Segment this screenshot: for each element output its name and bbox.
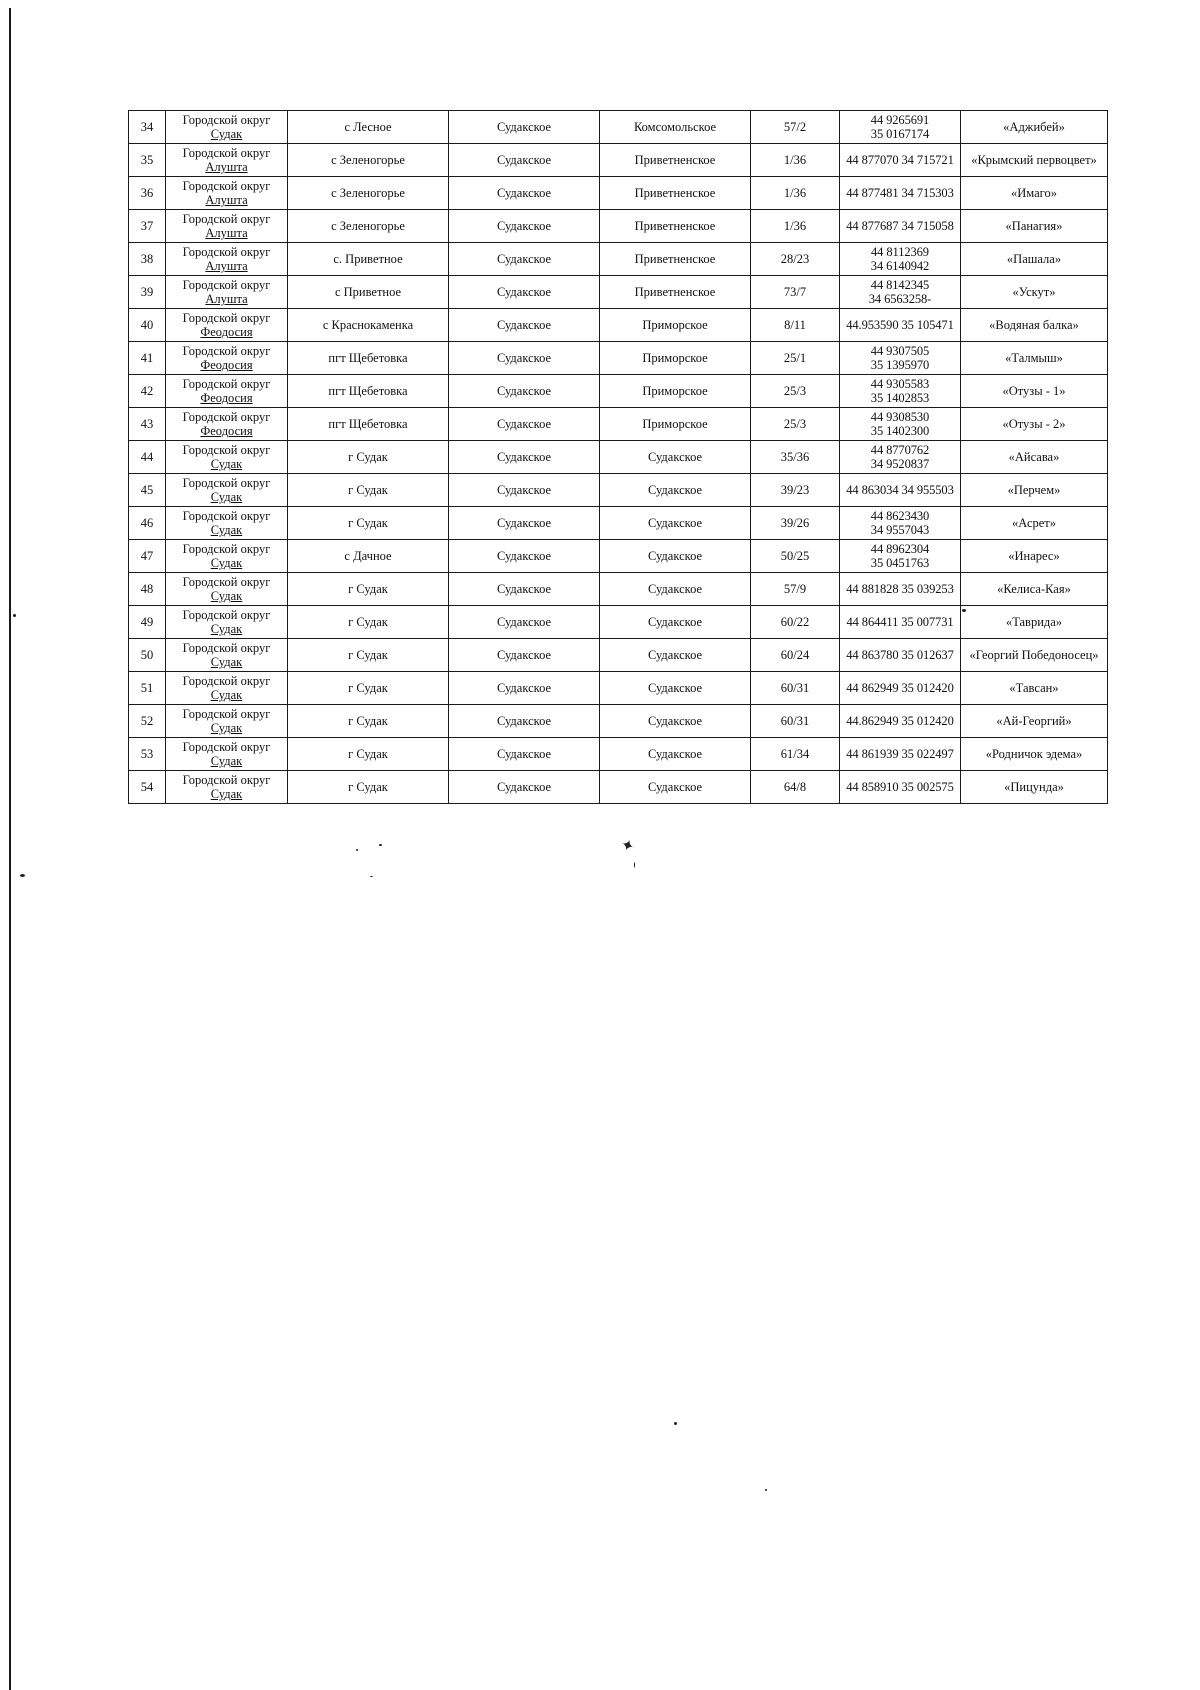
row-number-cell: 34 — [129, 111, 166, 144]
row-number-cell: 43 — [129, 408, 166, 441]
settlement-cell: г Судак — [288, 738, 449, 771]
settlement-cell: с Дачное — [288, 540, 449, 573]
district-forestry-cell: Судакское — [600, 474, 751, 507]
coordinates-line: 44 858910 35 002575 — [846, 780, 954, 794]
row-number-cell: 52 — [129, 705, 166, 738]
table-row — [129, 672, 1108, 705]
quarter-cell: 8/11 — [751, 309, 840, 342]
urban-district-line: Алушта — [205, 259, 248, 273]
urban-district-cell — [166, 111, 288, 144]
urban-district-cell — [166, 441, 288, 474]
settlement-cell: г Судак — [288, 474, 449, 507]
row-number-cell: 54 — [129, 771, 166, 804]
table-row — [129, 309, 1108, 342]
quarter-cell: 61/34 — [751, 738, 840, 771]
row-number-cell: 39 — [129, 276, 166, 309]
district-forestry-cell: Приморское — [600, 309, 751, 342]
site-name-cell: «Крымский первоцвет» — [961, 144, 1108, 177]
urban-district-line: Городской округ — [182, 608, 271, 622]
quarter-cell: 1/36 — [751, 144, 840, 177]
urban-district-line: Городской округ — [182, 377, 271, 391]
urban-district-line: Городской округ — [182, 542, 271, 556]
urban-district-line: Судак — [210, 655, 243, 669]
scan-speck — [765, 1489, 767, 1491]
coordinates-cell — [840, 177, 961, 210]
urban-district-line: Судак — [210, 127, 243, 141]
quarter-cell: 60/31 — [751, 705, 840, 738]
coordinates-cell — [840, 276, 961, 309]
urban-district-line: Городской округ — [182, 476, 271, 490]
settlement-cell: пгт Щебетовка — [288, 408, 449, 441]
row-number-cell: 36 — [129, 177, 166, 210]
coordinates-line: 34 9557043 — [870, 523, 930, 537]
settlement-cell: г Судак — [288, 606, 449, 639]
urban-district-line: Судак — [210, 490, 243, 504]
site-name-cell: «Талмыш» — [961, 342, 1108, 375]
coordinates-line: 34 9520837 — [870, 457, 930, 471]
urban-district-line: Городской округ — [182, 641, 271, 655]
district-forestry-cell: Судакское — [600, 441, 751, 474]
site-name-cell: «Родничок эдема» — [961, 738, 1108, 771]
district-forestry-cell: Судакское — [600, 606, 751, 639]
quarter-cell: 57/2 — [751, 111, 840, 144]
forestry-cell: Судакское — [449, 540, 600, 573]
table-row — [129, 771, 1108, 804]
coordinates-line: 35 1395970 — [870, 358, 930, 372]
settlement-cell: с Лесное — [288, 111, 449, 144]
coordinates-line: 44 8962304 — [870, 542, 930, 556]
coordinates-line: 44 8142345 — [870, 278, 930, 292]
site-name-cell: «Георгий Победоносец» — [961, 639, 1108, 672]
district-forestry-cell: Приветненское — [600, 210, 751, 243]
district-forestry-cell: Приморское — [600, 408, 751, 441]
scan-speck — [674, 1422, 677, 1425]
urban-district-cell — [166, 738, 288, 771]
settlement-cell: г Судак — [288, 639, 449, 672]
site-name-cell: «Келиса-Кая» — [961, 573, 1108, 606]
row-number-cell: 40 — [129, 309, 166, 342]
quarter-cell: 25/1 — [751, 342, 840, 375]
forestry-cell: Судакское — [449, 705, 600, 738]
table-row — [129, 210, 1108, 243]
table-row — [129, 243, 1108, 276]
coordinates-cell — [840, 441, 961, 474]
urban-district-line: Судак — [210, 688, 243, 702]
urban-district-cell — [166, 276, 288, 309]
coordinates-cell — [840, 639, 961, 672]
site-name-cell: «Отузы - 1» — [961, 375, 1108, 408]
coordinates-cell — [840, 309, 961, 342]
coordinates-line: 44 9265691 — [870, 113, 930, 127]
district-forestry-cell: Приветненское — [600, 177, 751, 210]
urban-district-line: Феодосия — [200, 391, 253, 405]
urban-district-line: Алушта — [205, 226, 248, 240]
scan-speck — [379, 844, 382, 846]
coordinates-line: 44 861939 35 022497 — [846, 747, 954, 761]
urban-district-line: Городской округ — [182, 212, 271, 226]
district-forestry-cell: Судакское — [600, 639, 751, 672]
coordinates-line: 44 8623430 — [870, 509, 930, 523]
table-row — [129, 276, 1108, 309]
table-row — [129, 177, 1108, 210]
urban-district-cell — [166, 408, 288, 441]
urban-district-line: Городской округ — [182, 113, 271, 127]
coordinates-line: 44 8112369 — [871, 245, 929, 259]
row-number-cell: 48 — [129, 573, 166, 606]
table-row — [129, 639, 1108, 672]
urban-district-cell — [166, 771, 288, 804]
quarter-cell: 25/3 — [751, 408, 840, 441]
settlement-cell: пгт Щебетовка — [288, 342, 449, 375]
scan-speck — [13, 614, 16, 617]
coordinates-line: 44 863780 35 012637 — [846, 648, 954, 662]
quarter-cell: 1/36 — [751, 177, 840, 210]
site-name-cell: «Таврида» — [961, 606, 1108, 639]
coordinates-line: 44 864411 35 007731 — [846, 615, 954, 629]
urban-district-line: Городской округ — [182, 740, 271, 754]
forest-sites-table — [128, 110, 1108, 804]
row-number-cell: 41 — [129, 342, 166, 375]
coordinates-cell — [840, 705, 961, 738]
site-name-cell: «Отузы - 2» — [961, 408, 1108, 441]
urban-district-cell — [166, 705, 288, 738]
forestry-cell: Судакское — [449, 375, 600, 408]
coordinates-line: 44 9305583 — [870, 377, 930, 391]
coordinates-line: 34 6140942 — [870, 259, 930, 273]
urban-district-line: Городской округ — [182, 344, 271, 358]
table-row — [129, 474, 1108, 507]
coordinates-cell — [840, 408, 961, 441]
forestry-cell: Судакское — [449, 441, 600, 474]
forestry-cell: Судакское — [449, 738, 600, 771]
district-forestry-cell: Приморское — [600, 375, 751, 408]
urban-district-line: Городской округ — [182, 311, 271, 325]
settlement-cell: с Краснокаменка — [288, 309, 449, 342]
coordinates-line: 44 862949 35 012420 — [846, 681, 954, 695]
urban-district-line: Городской округ — [182, 575, 271, 589]
urban-district-line: Городской округ — [182, 509, 271, 523]
quarter-cell: 50/25 — [751, 540, 840, 573]
settlement-cell: г Судак — [288, 771, 449, 804]
row-number-cell: 44 — [129, 441, 166, 474]
site-name-cell: «Айсава» — [961, 441, 1108, 474]
forestry-cell: Судакское — [449, 672, 600, 705]
site-name-cell: «Ускут» — [961, 276, 1108, 309]
forestry-cell: Судакское — [449, 408, 600, 441]
forestry-cell: Судакское — [449, 210, 600, 243]
district-forestry-cell: Приветненское — [600, 276, 751, 309]
urban-district-line: Феодосия — [200, 424, 253, 438]
coordinates-line: 35 1402853 — [870, 391, 930, 405]
settlement-cell: г Судак — [288, 441, 449, 474]
coordinates-line: 35 0167174 — [870, 127, 930, 141]
urban-district-line: Алушта — [205, 160, 248, 174]
settlement-cell: с. Приветное — [288, 243, 449, 276]
coordinates-cell — [840, 672, 961, 705]
row-number-cell: 47 — [129, 540, 166, 573]
row-number-cell: 35 — [129, 144, 166, 177]
row-number-cell: 51 — [129, 672, 166, 705]
urban-district-line: Городской округ — [182, 410, 271, 424]
coordinates-cell — [840, 375, 961, 408]
coordinates-line: 44.862949 35 012420 — [846, 714, 954, 728]
settlement-cell: г Судак — [288, 507, 449, 540]
district-forestry-cell: Приморское — [600, 342, 751, 375]
urban-district-line: Городской округ — [182, 179, 271, 193]
coordinates-cell — [840, 573, 961, 606]
table-row — [129, 375, 1108, 408]
site-name-cell: «Асрет» — [961, 507, 1108, 540]
site-name-cell: «Водяная балка» — [961, 309, 1108, 342]
coordinates-cell — [840, 606, 961, 639]
urban-district-cell — [166, 375, 288, 408]
quarter-cell: 60/24 — [751, 639, 840, 672]
table-row — [129, 408, 1108, 441]
coordinates-line: 44.953590 35 105471 — [846, 318, 954, 332]
row-number-cell: 46 — [129, 507, 166, 540]
forestry-cell: Судакское — [449, 144, 600, 177]
urban-district-line: Судак — [210, 589, 243, 603]
table-row — [129, 738, 1108, 771]
row-number-cell: 37 — [129, 210, 166, 243]
settlement-cell: с Зеленогорье — [288, 210, 449, 243]
settlement-cell: с Зеленогорье — [288, 177, 449, 210]
coordinates-cell — [840, 771, 961, 804]
scan-blot-mark: ✦ — [618, 834, 638, 857]
table-row — [129, 144, 1108, 177]
district-forestry-cell: Судакское — [600, 540, 751, 573]
table-body — [129, 111, 1108, 804]
forestry-cell: Судакское — [449, 507, 600, 540]
site-name-cell: «Пашала» — [961, 243, 1108, 276]
district-forestry-cell: Судакское — [600, 738, 751, 771]
urban-district-line: Алушта — [205, 193, 248, 207]
quarter-cell: 39/26 — [751, 507, 840, 540]
urban-district-cell — [166, 210, 288, 243]
site-name-cell: «Пицунда» — [961, 771, 1108, 804]
urban-district-cell — [166, 144, 288, 177]
district-forestry-cell: Приветненское — [600, 144, 751, 177]
settlement-cell: г Судак — [288, 705, 449, 738]
forestry-cell: Судакское — [449, 111, 600, 144]
settlement-cell: г Судак — [288, 573, 449, 606]
forestry-cell: Судакское — [449, 573, 600, 606]
coordinates-line: 44 863034 34 955503 — [846, 483, 954, 497]
forestry-cell: Судакское — [449, 606, 600, 639]
urban-district-line: Городской округ — [182, 773, 271, 787]
district-forestry-cell: Судакское — [600, 771, 751, 804]
settlement-cell: с Приветное — [288, 276, 449, 309]
district-forestry-cell: Комсомольское — [600, 111, 751, 144]
table-row — [129, 705, 1108, 738]
urban-district-line: Городской округ — [182, 146, 271, 160]
urban-district-line: Судак — [210, 523, 243, 537]
table-row — [129, 573, 1108, 606]
urban-district-line: Городской округ — [182, 278, 271, 292]
coordinates-line: 44 8770762 — [870, 443, 930, 457]
forestry-cell: Судакское — [449, 639, 600, 672]
site-name-cell: «Панагия» — [961, 210, 1108, 243]
forestry-cell: Судакское — [449, 309, 600, 342]
coordinates-line: 35 1402300 — [870, 424, 930, 438]
urban-district-cell — [166, 243, 288, 276]
urban-district-line: Судак — [210, 556, 243, 570]
forestry-cell: Судакское — [449, 474, 600, 507]
coordinates-cell — [840, 243, 961, 276]
coordinates-cell — [840, 507, 961, 540]
site-name-cell: «Тавсан» — [961, 672, 1108, 705]
table-row — [129, 507, 1108, 540]
urban-district-line: Судак — [210, 721, 243, 735]
quarter-cell: 60/22 — [751, 606, 840, 639]
urban-district-line: Городской округ — [182, 707, 271, 721]
urban-district-line: Феодосия — [200, 358, 253, 372]
quarter-cell: 39/23 — [751, 474, 840, 507]
scan-speck — [634, 862, 635, 868]
quarter-cell: 28/23 — [751, 243, 840, 276]
coordinates-cell — [840, 474, 961, 507]
urban-district-cell — [166, 606, 288, 639]
urban-district-cell — [166, 309, 288, 342]
urban-district-cell — [166, 507, 288, 540]
urban-district-line: Феодосия — [200, 325, 253, 339]
site-name-cell: «Ай-Георгий» — [961, 705, 1108, 738]
quarter-cell: 57/9 — [751, 573, 840, 606]
site-name-cell: «Инарес» — [961, 540, 1108, 573]
quarter-cell: 25/3 — [751, 375, 840, 408]
site-name-cell: «Перчем» — [961, 474, 1108, 507]
coordinates-line: 44 9307505 — [870, 344, 930, 358]
urban-district-cell — [166, 177, 288, 210]
settlement-cell: пгт Щебетовка — [288, 375, 449, 408]
coordinates-cell — [840, 210, 961, 243]
forestry-cell: Судакское — [449, 243, 600, 276]
district-forestry-cell: Судакское — [600, 672, 751, 705]
scan-speck — [370, 876, 373, 877]
coordinates-line: 34 6563258- — [868, 292, 932, 306]
settlement-cell: с Зеленогорье — [288, 144, 449, 177]
site-name-cell: «Аджибей» — [961, 111, 1108, 144]
urban-district-cell — [166, 639, 288, 672]
scan-speck — [356, 849, 358, 851]
forestry-cell: Судакское — [449, 276, 600, 309]
district-forestry-cell: Приветненское — [600, 243, 751, 276]
coordinates-cell — [840, 342, 961, 375]
urban-district-line: Судак — [210, 457, 243, 471]
table-row — [129, 540, 1108, 573]
coordinates-line: 44 881828 35 039253 — [846, 582, 954, 596]
district-forestry-cell: Судакское — [600, 507, 751, 540]
urban-district-cell — [166, 672, 288, 705]
coordinates-line: 35 0451763 — [870, 556, 930, 570]
forestry-cell: Судакское — [449, 342, 600, 375]
district-forestry-cell: Судакское — [600, 705, 751, 738]
urban-district-cell — [166, 342, 288, 375]
row-number-cell: 38 — [129, 243, 166, 276]
urban-district-cell — [166, 540, 288, 573]
coordinates-cell — [840, 111, 961, 144]
forestry-cell: Судакское — [449, 771, 600, 804]
coordinates-line: 44 9308530 — [870, 410, 930, 424]
coordinates-line: 44 877481 34 715303 — [846, 186, 954, 200]
table-row — [129, 111, 1108, 144]
forestry-cell: Судакское — [449, 177, 600, 210]
table-row — [129, 606, 1108, 639]
coordinates-cell — [840, 738, 961, 771]
urban-district-line: Городской округ — [182, 674, 271, 688]
table-row — [129, 342, 1108, 375]
quarter-cell: 60/31 — [751, 672, 840, 705]
scan-edge-line — [9, 8, 11, 1690]
quarter-cell: 1/36 — [751, 210, 840, 243]
row-number-cell: 53 — [129, 738, 166, 771]
coordinates-cell — [840, 144, 961, 177]
urban-district-line: Городской округ — [182, 443, 271, 457]
urban-district-line: Судак — [210, 622, 243, 636]
urban-district-line: Городской округ — [182, 245, 271, 259]
scan-speck — [20, 874, 25, 877]
urban-district-line: Судак — [210, 754, 243, 768]
urban-district-cell — [166, 474, 288, 507]
table-row — [129, 441, 1108, 474]
quarter-cell: 35/36 — [751, 441, 840, 474]
site-name-cell: «Имаго» — [961, 177, 1108, 210]
settlement-cell: г Судак — [288, 672, 449, 705]
district-forestry-cell: Судакское — [600, 573, 751, 606]
row-number-cell: 45 — [129, 474, 166, 507]
coordinates-line: 44 877070 34 715721 — [846, 153, 954, 167]
urban-district-line: Алушта — [205, 292, 248, 306]
row-number-cell: 49 — [129, 606, 166, 639]
urban-district-cell — [166, 573, 288, 606]
row-number-cell: 50 — [129, 639, 166, 672]
coordinates-line: 44 877687 34 715058 — [846, 219, 954, 233]
urban-district-line: Судак — [210, 787, 243, 801]
coordinates-cell — [840, 540, 961, 573]
row-number-cell: 42 — [129, 375, 166, 408]
quarter-cell: 73/7 — [751, 276, 840, 309]
quarter-cell: 64/8 — [751, 771, 840, 804]
